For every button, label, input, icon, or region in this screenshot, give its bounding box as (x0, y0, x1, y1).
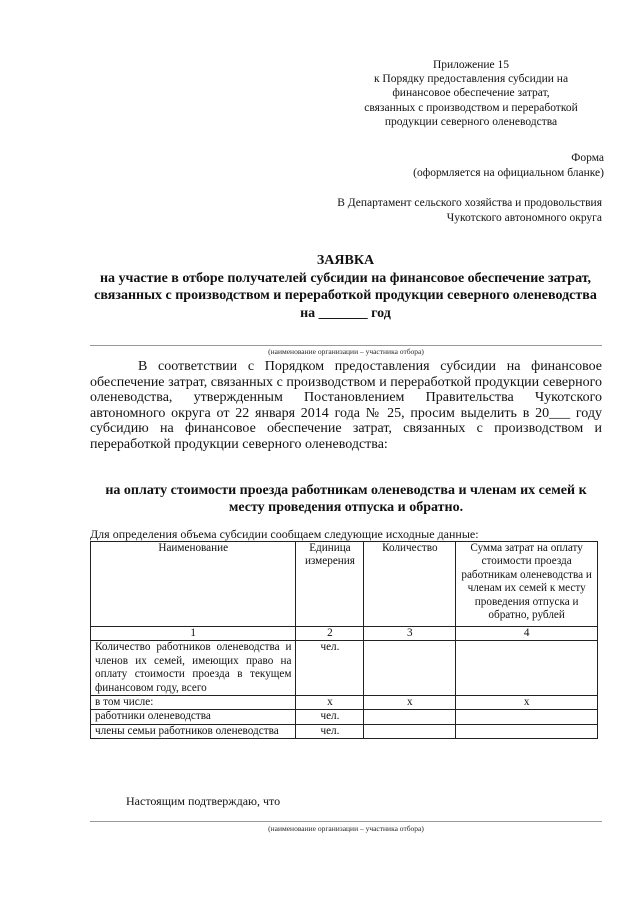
appendix-line: финансовое обеспечение затрат, (392, 87, 550, 100)
header-quantity: Количество (364, 542, 456, 627)
header-name: Наименование (91, 542, 296, 627)
col-number: 4 (456, 627, 598, 641)
table-cell (456, 710, 598, 724)
table-cell (364, 724, 456, 738)
table-cell: х (456, 696, 598, 710)
table-cell: х (364, 696, 456, 710)
title-main: ЗАЯВКА (316, 253, 375, 268)
table-cell: чел. (296, 710, 364, 724)
table-cell: чел. (296, 641, 364, 696)
table-row (91, 724, 598, 738)
subsidy-data-table (90, 541, 598, 739)
table-cell: работники оленеводства (91, 710, 296, 724)
request-paragraph (90, 359, 602, 453)
org-name-line (90, 345, 602, 346)
table-cell: чел. (296, 724, 364, 738)
col-number: 1 (91, 627, 296, 641)
addressee-line-2: Чукотского автономного округа (446, 211, 602, 224)
subsidy-purpose: на оплату стоимости проезда работникам оленеводства и членам их семей к месту проведения отпуска и обратно. (105, 483, 587, 515)
table-number-row (91, 627, 598, 641)
table-cell (364, 641, 456, 696)
document-title (88, 252, 603, 322)
request-paragraph-text: В соответствии с Порядком предоставления субсидии на финансовое обеспечение затрат, связанных с производством и переработкой продукции северного оленеводства, утвержденным Постановлением Правительства Чукотского автономного округа от 22 января 2014 года № 25, просим выделить в 20___ году субсидию на финансовое обеспечение затрат, связанных с производством и переработкой продукции северного оленеводства: (90, 359, 602, 452)
form-note: (оформляется на официальном бланке) (413, 167, 604, 179)
table-cell (456, 641, 598, 696)
appendix-line: связанных с производством и переработкой (364, 101, 578, 114)
table-row (91, 710, 598, 724)
confirmation-text: Настоящим подтверждаю, что (126, 794, 281, 808)
appendix-line: к Порядку предоставления субсидии на (373, 73, 569, 86)
col-number: 2 (296, 627, 364, 641)
table-cell: члены семьи работников оленеводства (91, 724, 296, 738)
addressee-line-1: В Департамент сельского хозяйства и продовольствия (337, 197, 602, 209)
header-sum: Сумма затрат на оплату стоимости проезда работникам оленеводства и членам их семей к месту проведения отпуска и обратно, рублей (456, 542, 598, 627)
table-row (91, 696, 598, 710)
appendix-line: продукции северного оленеводства (384, 115, 558, 128)
addressee-block (337, 196, 602, 225)
org-name-caption-2: (наименование организации – участника отбора) (268, 824, 424, 833)
table-cell: х (296, 696, 364, 710)
col-number: 3 (364, 627, 456, 641)
form-label: Форма (571, 152, 604, 164)
table-cell (364, 710, 456, 724)
table-header-row (91, 542, 598, 627)
table-lead-text: Для определения объема субсидии сообщаем следующие исходные данные: (90, 527, 479, 541)
table-cell: Количество работников оленеводства и членов их семей, имеющих право на оплату стоимости проезда в текущем финансовом году, всего (91, 641, 296, 696)
table-cell: в том числе: (91, 696, 296, 710)
org-name-caption: (наименование организации – участника отбора) (268, 347, 424, 356)
org-name-line-2 (90, 821, 602, 822)
table-row (91, 641, 598, 696)
appendix-header (340, 58, 602, 129)
table-cell (456, 724, 598, 738)
form-label-block (413, 151, 604, 181)
title-subtitle: на участие в отборе получателей субсидии на финансовое обеспечение затрат, связанных с производством и переработкой продукции северного оленеводства на _______ год (94, 270, 597, 321)
appendix-line: Приложение 15 (432, 59, 510, 71)
header-unit: Единица измерения (296, 542, 364, 627)
